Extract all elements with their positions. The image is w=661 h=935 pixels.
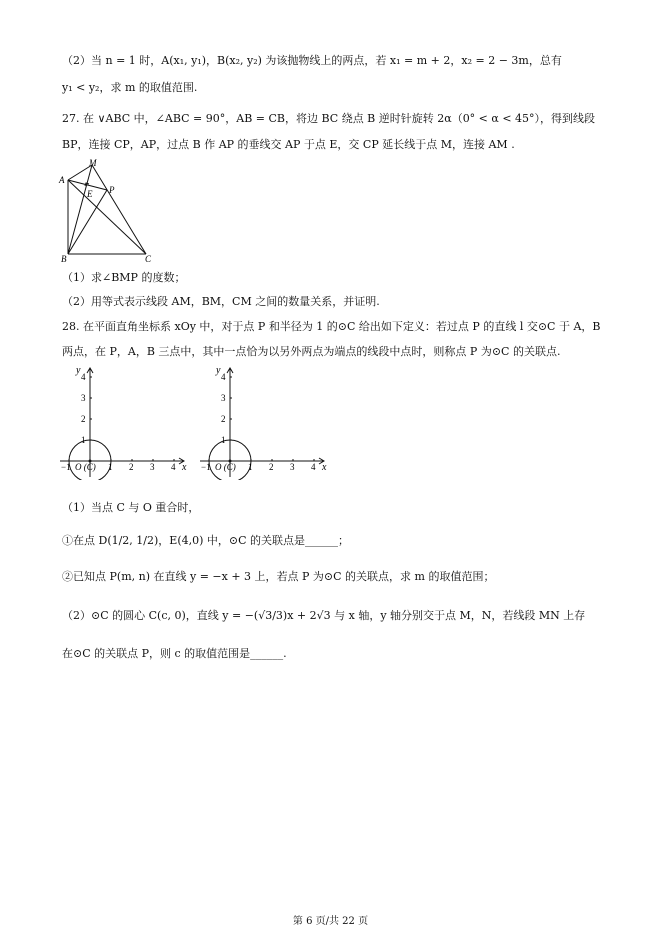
x-tick-4: 4 [171, 462, 176, 472]
y-tick-3: 3 [221, 393, 226, 403]
y-tick-2: 2 [81, 414, 86, 424]
label-A: A [59, 175, 65, 185]
y-tick-4: 4 [81, 372, 86, 382]
q28-line2: 两点，在 P，A，B 三点中，其中一点恰为以另外两点为端点的线段中点时，则称点 P 为⊙C 的关联点. [62, 345, 561, 358]
q28-coordinate-plane-left [58, 362, 188, 480]
x-axis-label: x [322, 462, 327, 473]
origin-label: O (C) [215, 462, 236, 472]
y-tick-4: 4 [221, 372, 226, 382]
q28-line1: 28. 在平面直角坐标系 xOy 中，对于点 P 和半径为 1 的⊙C 给出如下定义：若过点 P 的直线 l 交⊙C 于 A，B [62, 320, 601, 333]
y-tick-2: 2 [221, 414, 226, 424]
y-axis-label: y [76, 365, 81, 376]
q28-coordinate-plane-right [198, 362, 328, 480]
x-tick-1: 1 [248, 462, 253, 472]
q26-part2-line1: （2）当 n = 1 时，A(x₁, y₁)，B(x₂, y₂) 为该抛物线上的两点，若 x₁ = m + 2，x₂ = 2 − 3m，总有 [62, 54, 562, 67]
label-C: C [145, 254, 152, 264]
label-E: E [87, 189, 93, 199]
x-tick-3: 3 [150, 462, 155, 472]
x-axis-label: x [182, 462, 187, 473]
segment-AC [68, 180, 146, 254]
y-tick-3: 3 [81, 393, 86, 403]
y-tick-1: 1 [221, 435, 226, 445]
x-tick-neg1: −1 [201, 462, 211, 472]
segment-BP [68, 190, 107, 254]
q27-line2: BP，连接 CP，AP，过点 B 作 AP 的垂线交 AP 于点 E，交 CP 延长线于点 M，连接 AM . [62, 138, 515, 151]
x-tick-2: 2 [269, 462, 274, 472]
q28-sub1: ①在点 D(1/2, 1/2)，E(4,0) 中，⊙C 的关联点是______； [62, 534, 350, 547]
q27-geometry-figure [58, 156, 158, 264]
q27-part1: （1）求∠BMP 的度数； [62, 271, 186, 284]
x-tick-4: 4 [311, 462, 316, 472]
x-tick-1: 1 [108, 462, 113, 472]
segment-BM [68, 165, 92, 254]
q27-line1: 27. 在 ∨ABC 中，∠ABC = 90°，AB = CB，将边 BC 绕点 B 逆时针旋转 2α（0° < α < 45°），得到线段 [62, 112, 596, 125]
label-B: B [61, 254, 67, 264]
q28-part1: （1）当点 C 与 O 重合时， [62, 501, 200, 514]
y-axis-label: y [216, 365, 221, 376]
segment-MC [92, 165, 146, 254]
origin-label: O (C) [75, 462, 96, 472]
x-tick-neg1: −1 [61, 462, 71, 472]
label-P: P [109, 185, 115, 195]
label-M: M [89, 158, 97, 168]
q28-part2-line1: （2）⊙C 的圆心 C(c, 0)，直线 y = −(√3/3)x + 2√3 与 x 轴，y 轴分别交于点 M，N，若线段 MN 上存 [62, 609, 586, 622]
q28-part2-line2: 在⊙C 的关联点 P，则 c 的取值范围是______. [62, 647, 287, 660]
q27-part2: （2）用等式表示线段 AM，BM，CM 之间的数量关系，并证明. [62, 295, 380, 308]
x-tick-3: 3 [290, 462, 295, 472]
page-footer: 第 6 页/共 22 页 [292, 916, 369, 927]
x-tick-2: 2 [129, 462, 134, 472]
q26-part2-line2: y₁ < y₂，求 m 的取值范围. [62, 81, 198, 94]
q28-sub2: ②已知点 P(m, n) 在直线 y = −x + 3 上，若点 P 为⊙C 的关联点，求 m 的取值范围； [62, 570, 495, 583]
y-tick-1: 1 [81, 435, 86, 445]
